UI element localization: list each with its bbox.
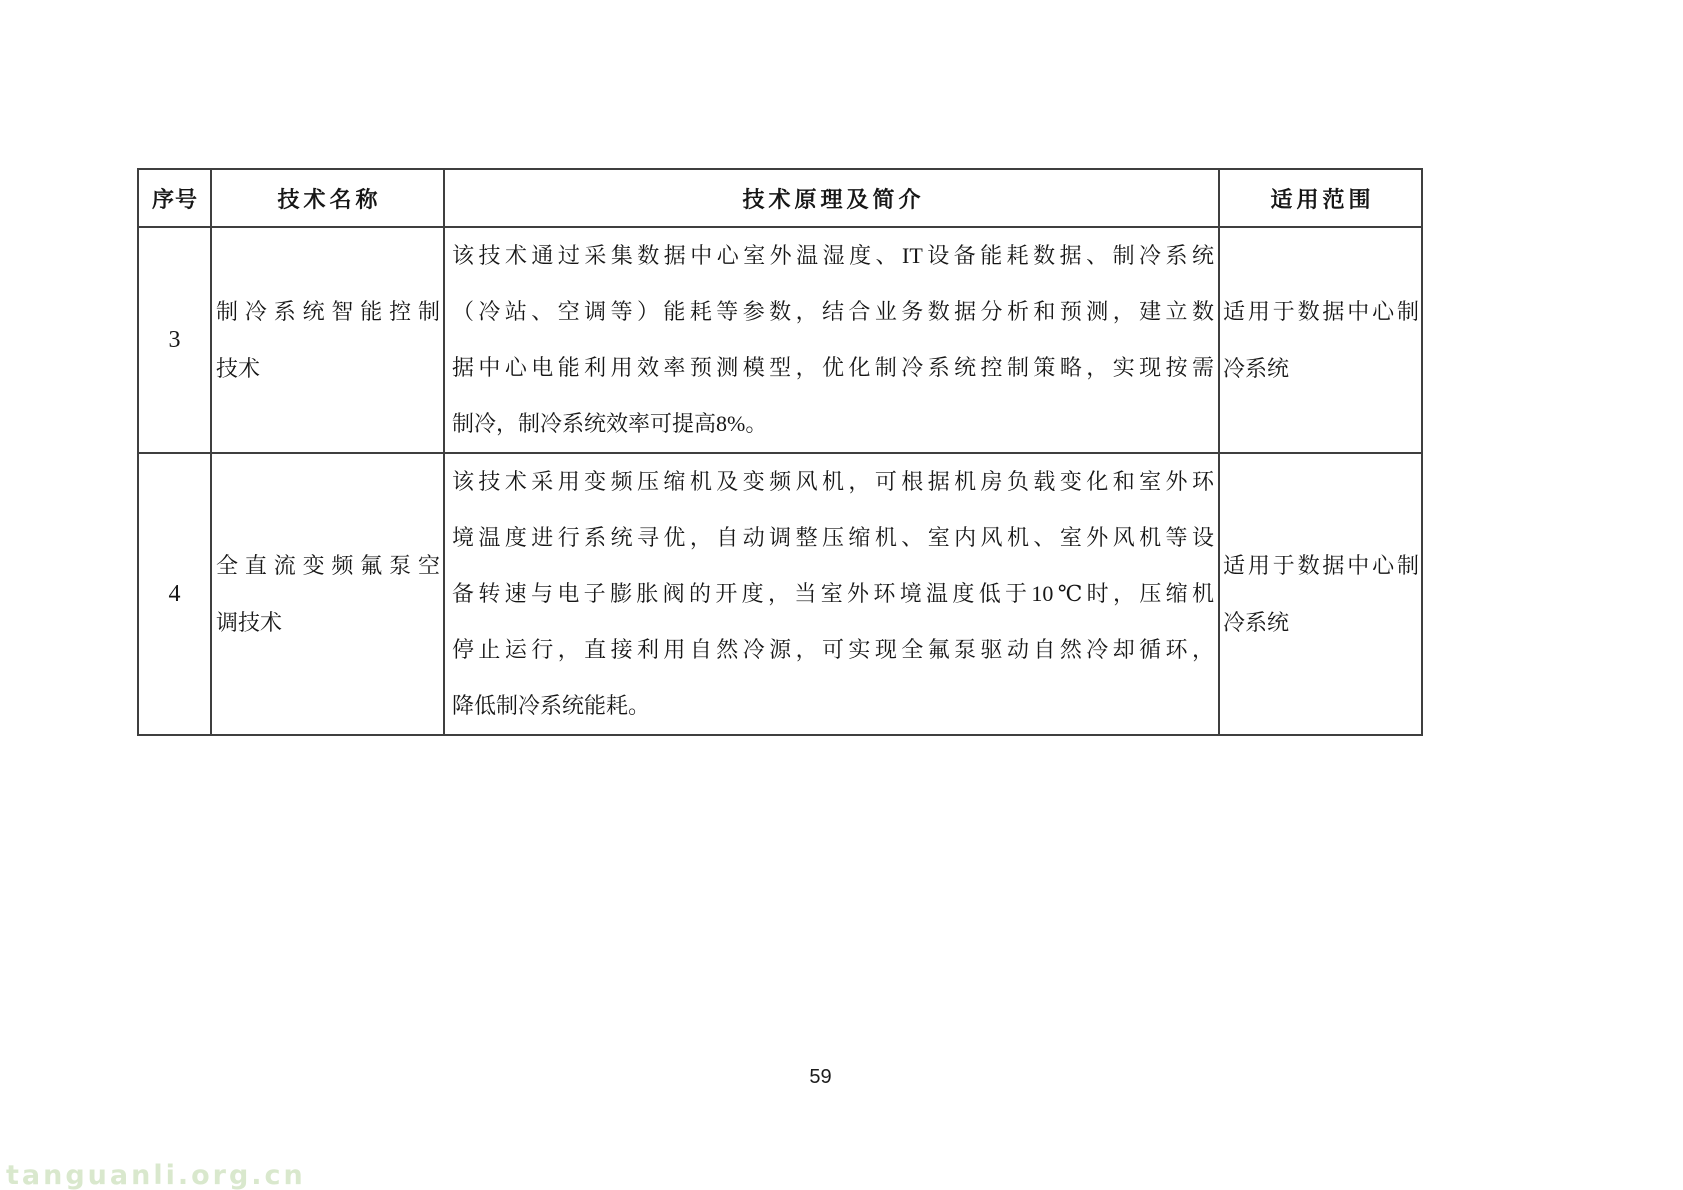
description-line: 制冷，制冷系统效率可提高8%。: [452, 411, 768, 436]
tech-name-line: 制冷系统智能控制: [216, 299, 440, 324]
cell-serial-number: 4: [138, 453, 211, 735]
table-row: [138, 227, 1422, 453]
cell-application-scope: [1219, 453, 1422, 735]
scope-line: 冷系统: [1223, 610, 1290, 635]
header-application-scope: 适用范围: [1219, 169, 1422, 227]
cell-description: [444, 453, 1219, 735]
description-line: 降低制冷系统能耗。: [452, 693, 651, 718]
description-line: 备转速与电子膨胀阀的开度，当室外环境温度低于10℃时，压缩机: [452, 581, 1214, 606]
cell-technology-name: [211, 227, 444, 453]
description-line: 据中心电能利用效率预测模型，优化制冷系统控制策略，实现按需: [452, 355, 1214, 380]
description-line: 该技术通过采集数据中心室外温湿度、IT设备能耗数据、制冷系统: [452, 243, 1214, 268]
header-serial-number: 序号: [138, 169, 211, 227]
table-header-row: [138, 169, 1422, 227]
description-line: 停止运行，直接利用自然冷源，可实现全氟泵驱动自然冷却循环，: [452, 637, 1214, 662]
cell-serial-number: 3: [138, 227, 211, 453]
page-number: 59: [809, 1066, 832, 1088]
scope-line: 适用于数据中心制: [1223, 299, 1419, 324]
table-row: [138, 453, 1422, 735]
tech-name-line: 全直流变频氟泵空: [216, 553, 440, 578]
description-line: （冷站、空调等）能耗等参数，结合业务数据分析和预测，建立数: [452, 299, 1214, 324]
tech-name-line: 调技术: [216, 610, 283, 635]
cell-description: [444, 227, 1219, 453]
cell-application-scope: [1219, 227, 1422, 453]
cell-technology-name: [211, 453, 444, 735]
tech-name-line: 技术: [216, 356, 261, 381]
watermark: tanguanli.org.cn: [6, 1160, 306, 1190]
description-line: 该技术采用变频压缩机及变频风机，可根据机房负载变化和室外环: [452, 469, 1214, 494]
technology-table: [137, 168, 1423, 736]
description-line: 境温度进行系统寻优，自动调整压缩机、室内风机、室外风机等设: [452, 525, 1214, 550]
header-principle-intro: 技术原理及简介: [444, 169, 1219, 227]
scope-line: 适用于数据中心制: [1223, 553, 1419, 578]
header-technology-name: 技术名称: [211, 169, 444, 227]
scope-line: 冷系统: [1223, 356, 1290, 381]
